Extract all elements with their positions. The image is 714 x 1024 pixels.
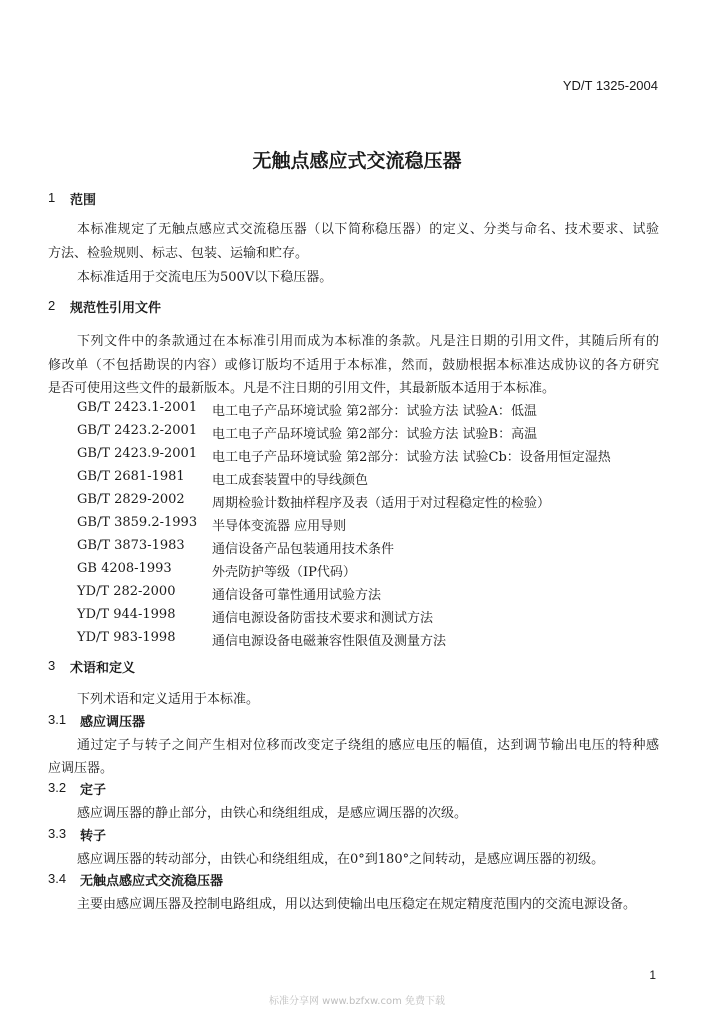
footer-watermark: 标准分享网 www.bzfxw.com 免费下载 bbox=[269, 996, 445, 1007]
reference-code: GB/T 2423.2-2001 bbox=[77, 423, 198, 438]
term-number: 3.2 bbox=[48, 780, 67, 795]
reference-title: 通信设备可靠性通用试验方法 bbox=[212, 588, 382, 603]
term-definition-line-1: 主要由感应调压器及控制电路组成，用以达到使输出电压稳定在规定精度范围内的交流电源设备。 bbox=[77, 897, 637, 912]
document-title: 无触点感应式交流稳压器 bbox=[252, 150, 462, 172]
reference-code: YD/T 944-1998 bbox=[77, 607, 176, 622]
section-2-title: 规范性引用文件 bbox=[70, 301, 162, 316]
reference-code: GB/T 2423.1-2001 bbox=[77, 400, 198, 415]
reference-code: GB/T 3859.2-1993 bbox=[77, 515, 198, 530]
term-definition-line-2: 应调压器。 bbox=[48, 761, 114, 776]
section-1-paragraph-1-line-2: 方法、检验规则、标志、包装、运输和贮存。 bbox=[48, 246, 309, 261]
reference-title: 电工电子产品环境试验 第2部分：试验方法 试验B：高温 bbox=[212, 427, 538, 442]
section-2-intro-line-2: 修改单（不包括勘误的内容）或修订版均不适用于本标准，然而，鼓励根据本标准达成协议的各方研究 bbox=[48, 358, 659, 373]
reference-title: 电工成套装置中的导线颜色 bbox=[212, 473, 369, 488]
term-title: 转子 bbox=[80, 829, 107, 844]
section-1-paragraph-2: 本标准适用于交流电压为500V以下稳压器。 bbox=[77, 270, 333, 285]
reference-title: 半导体变流器 应用导则 bbox=[212, 519, 347, 534]
reference-code: YD/T 282-2000 bbox=[77, 584, 176, 599]
term-number: 3.3 bbox=[48, 826, 67, 841]
reference-title: 电工电子产品环境试验 第2部分：试验方法 试验A：低温 bbox=[212, 404, 537, 419]
section-2-intro-line-1: 下列文件中的条款通过在本标准引用而成为本标准的条款。凡是注日期的引用文件，其随后所有的 bbox=[77, 334, 659, 349]
reference-code: GB/T 2829-2002 bbox=[77, 492, 185, 507]
term-title: 无触点感应式交流稳压器 bbox=[80, 874, 224, 889]
term-title: 定子 bbox=[80, 783, 107, 798]
section-1-paragraph-1-line-1: 本标准规定了无触点感应式交流稳压器（以下简称稳压器）的定义、分类与命名、技术要求、试验 bbox=[77, 222, 659, 237]
section-2-number: 2 bbox=[48, 298, 56, 313]
reference-title: 周期检验计数抽样程序及表（适用于对过程稳定性的检验） bbox=[212, 496, 551, 511]
term-definition-line-1: 感应调压器的转动部分，由铁心和绕组组成，在0°到180°之间转动，是感应调压器的初级。 bbox=[77, 852, 605, 867]
term-definition-line-1: 感应调压器的静止部分，由铁心和绕组组成，是感应调压器的次级。 bbox=[77, 806, 468, 821]
reference-code: GB 4208-1993 bbox=[77, 561, 172, 576]
reference-title: 电工电子产品环境试验 第2部分：试验方法 试验Cb：设备用恒定湿热 bbox=[212, 450, 611, 465]
page-number: 1 bbox=[649, 968, 656, 982]
section-1-title: 范围 bbox=[70, 193, 97, 208]
section-1-number: 1 bbox=[48, 190, 56, 205]
reference-code: GB/T 2423.9-2001 bbox=[77, 446, 198, 461]
reference-title: 外壳防护等级（IP代码） bbox=[212, 565, 356, 580]
standard-code: YD/T 1325-2004 bbox=[562, 78, 658, 93]
section-3-number: 3 bbox=[48, 658, 56, 673]
reference-title: 通信电源设备电磁兼容性限值及测量方法 bbox=[212, 634, 447, 649]
term-number: 3.1 bbox=[48, 712, 67, 727]
reference-code: YD/T 983-1998 bbox=[77, 630, 176, 645]
reference-code: GB/T 3873-1983 bbox=[77, 538, 185, 553]
term-title: 感应调压器 bbox=[80, 715, 146, 730]
reference-title: 通信设备产品包装通用技术条件 bbox=[212, 542, 395, 557]
term-definition-line-1: 通过定子与转子之间产生相对位移而改变定子绕组的感应电压的幅值，达到调节输出电压的特种感 bbox=[77, 738, 659, 753]
section-3-intro: 下列术语和定义适用于本标准。 bbox=[77, 692, 260, 707]
section-3-title: 术语和定义 bbox=[70, 661, 136, 676]
reference-title: 通信电源设备防雷技术要求和测试方法 bbox=[212, 611, 434, 626]
section-2-intro-line-3: 是否可使用这些文件的最新版本。凡是不注日期的引用文件，其最新版本适用于本标准。 bbox=[48, 381, 556, 396]
term-number: 3.4 bbox=[48, 871, 67, 886]
reference-code: GB/T 2681-1981 bbox=[77, 469, 185, 484]
